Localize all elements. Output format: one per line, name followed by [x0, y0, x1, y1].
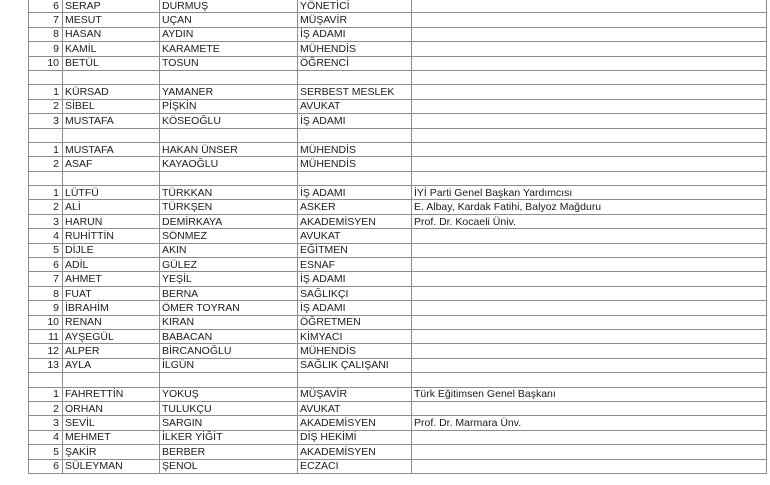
- cell-last-name: UÇAN: [160, 13, 298, 27]
- table-row: [29, 186, 767, 200]
- cell-profession: AKADEMİSYEN: [298, 416, 412, 430]
- cell-profession: İŞ ADAMI: [298, 27, 412, 41]
- cell-first-name: ADİL: [63, 258, 160, 272]
- table-row: [29, 272, 767, 286]
- table-body: [29, 0, 767, 473]
- cell-first-name: ALİ: [63, 200, 160, 214]
- cell-number: 3: [29, 214, 63, 228]
- cell-profession: MÜHENDİS: [298, 42, 412, 56]
- cell-last-name: DEMİRKAYA: [160, 214, 298, 228]
- cell-note: Prof. Dr. Marmara Ünv.: [412, 416, 767, 430]
- cell-number: 2: [29, 401, 63, 415]
- empty-cell: [160, 171, 298, 185]
- cell-note: [412, 329, 767, 343]
- empty-cell: [298, 373, 412, 387]
- table-row: [29, 99, 767, 113]
- cell-number: 1: [29, 142, 63, 156]
- cell-profession: SAĞLIK ÇALIŞANI: [298, 358, 412, 372]
- cell-profession: SAĞLIKÇI: [298, 286, 412, 300]
- cell-last-name: KAYAOĞLU: [160, 157, 298, 171]
- table-row: [29, 430, 767, 444]
- cell-number: 12: [29, 344, 63, 358]
- empty-cell: [29, 373, 63, 387]
- cell-first-name: SÜLEYMAN: [63, 459, 160, 473]
- cell-last-name: BABACAN: [160, 329, 298, 343]
- cell-number: 2: [29, 99, 63, 113]
- cell-note: [412, 13, 767, 27]
- cell-note: [412, 344, 767, 358]
- cell-profession: AKADEMİSYEN: [298, 214, 412, 228]
- cell-note: Türk Eğitimsen Genel Başkanı: [412, 387, 767, 401]
- cell-last-name: BİRCANOĞLU: [160, 344, 298, 358]
- table-row: [29, 445, 767, 459]
- table-row: [29, 301, 767, 315]
- cell-profession: AKADEMİSYEN: [298, 445, 412, 459]
- cell-number: 6: [29, 0, 63, 13]
- cell-profession: DİŞ HEKİMİ: [298, 430, 412, 444]
- cell-number: 1: [29, 387, 63, 401]
- cell-profession: ÖĞRENCİ: [298, 56, 412, 70]
- cell-number: 13: [29, 358, 63, 372]
- cell-note: [412, 358, 767, 372]
- cell-profession: MÜHENDİS: [298, 142, 412, 156]
- cell-profession: MÜŞAVİR: [298, 13, 412, 27]
- cell-note: [412, 27, 767, 41]
- table-row: [29, 329, 767, 343]
- empty-cell: [412, 373, 767, 387]
- cell-first-name: SEVİL: [63, 416, 160, 430]
- cell-first-name: KAMİL: [63, 42, 160, 56]
- cell-last-name: KIRAN: [160, 315, 298, 329]
- table-row: [29, 114, 767, 128]
- cell-first-name: HASAN: [63, 27, 160, 41]
- empty-cell: [29, 70, 63, 84]
- cell-first-name: HARUN: [63, 214, 160, 228]
- empty-cell: [412, 171, 767, 185]
- table-row: [29, 142, 767, 156]
- cell-profession: SERBEST MESLEK: [298, 85, 412, 99]
- table-row: [29, 315, 767, 329]
- cell-last-name: ŞENOL: [160, 459, 298, 473]
- cell-last-name: SÖNMEZ: [160, 229, 298, 243]
- cell-number: 10: [29, 56, 63, 70]
- cell-number: 8: [29, 27, 63, 41]
- cell-first-name: ALPER: [63, 344, 160, 358]
- empty-cell: [63, 128, 160, 142]
- cell-number: 6: [29, 258, 63, 272]
- cell-first-name: AYŞEGÜL: [63, 329, 160, 343]
- table-row: [29, 358, 767, 372]
- cell-number: 10: [29, 315, 63, 329]
- cell-number: 3: [29, 416, 63, 430]
- cell-profession: ESNAF: [298, 258, 412, 272]
- empty-cell: [298, 70, 412, 84]
- cell-last-name: HAKAN ÜNSER: [160, 142, 298, 156]
- cell-note: [412, 114, 767, 128]
- cell-note: [412, 157, 767, 171]
- cell-number: 4: [29, 430, 63, 444]
- cell-first-name: RENAN: [63, 315, 160, 329]
- cell-profession: İŞ ADAMI: [298, 114, 412, 128]
- cell-profession: MÜHENDİS: [298, 344, 412, 358]
- empty-row: [29, 171, 767, 185]
- cell-profession: MÜŞAVİR: [298, 387, 412, 401]
- cell-first-name: BETÜL: [63, 56, 160, 70]
- cell-first-name: KÜRSAD: [63, 85, 160, 99]
- cell-last-name: DURMUŞ: [160, 0, 298, 13]
- cell-last-name: PİŞKİN: [160, 99, 298, 113]
- empty-cell: [298, 128, 412, 142]
- cell-profession: AVUKAT: [298, 99, 412, 113]
- cell-note: İYİ Parti Genel Başkan Yardımcısı: [412, 186, 767, 200]
- cell-profession: AVUKAT: [298, 229, 412, 243]
- empty-cell: [29, 128, 63, 142]
- cell-last-name: KÖSEOĞLU: [160, 114, 298, 128]
- cell-number: 9: [29, 301, 63, 315]
- table-row: [29, 13, 767, 27]
- cell-note: [412, 0, 767, 13]
- cell-profession: YÖNETİCİ: [298, 0, 412, 13]
- cell-first-name: RUHİTTİN: [63, 229, 160, 243]
- cell-number: 7: [29, 272, 63, 286]
- cell-first-name: AYLA: [63, 358, 160, 372]
- empty-cell: [63, 373, 160, 387]
- cell-note: Prof. Dr. Kocaeli Üniv.: [412, 214, 767, 228]
- empty-cell: [63, 171, 160, 185]
- cell-last-name: YAMANER: [160, 85, 298, 99]
- cell-last-name: İLKER YİĞİT: [160, 430, 298, 444]
- cell-first-name: ORHAN: [63, 401, 160, 415]
- cell-first-name: MEHMET: [63, 430, 160, 444]
- cell-profession: İŞ ADAMI: [298, 186, 412, 200]
- cell-last-name: YEŞİL: [160, 272, 298, 286]
- cell-profession: ASKER: [298, 200, 412, 214]
- candidate-table: [28, 0, 767, 474]
- cell-number: 8: [29, 286, 63, 300]
- cell-last-name: BERNA: [160, 286, 298, 300]
- cell-note: [412, 401, 767, 415]
- cell-profession: AVUKAT: [298, 401, 412, 415]
- cell-first-name: LÜTFÜ: [63, 186, 160, 200]
- cell-first-name: İBRAHİM: [63, 301, 160, 315]
- cell-note: [412, 315, 767, 329]
- cell-last-name: BERBER: [160, 445, 298, 459]
- cell-first-name: MUSTAFA: [63, 142, 160, 156]
- table-row: [29, 229, 767, 243]
- cell-first-name: SERAP: [63, 0, 160, 13]
- cell-first-name: ASAF: [63, 157, 160, 171]
- cell-number: 2: [29, 200, 63, 214]
- cell-number: 5: [29, 445, 63, 459]
- cell-last-name: YOKUŞ: [160, 387, 298, 401]
- cell-number: 5: [29, 243, 63, 257]
- cell-note: E. Albay, Kardak Fatihi, Balyoz Mağduru: [412, 200, 767, 214]
- table-row: [29, 401, 767, 415]
- cell-number: 1: [29, 85, 63, 99]
- empty-cell: [160, 70, 298, 84]
- cell-note: [412, 258, 767, 272]
- cell-last-name: TULUKÇU: [160, 401, 298, 415]
- cell-note: [412, 301, 767, 315]
- cell-number: 11: [29, 329, 63, 343]
- cell-number: 6: [29, 459, 63, 473]
- table-row: [29, 286, 767, 300]
- table-row: [29, 0, 767, 13]
- cell-last-name: GÜLEZ: [160, 258, 298, 272]
- table-row: [29, 27, 767, 41]
- cell-number: 3: [29, 114, 63, 128]
- cell-profession: ÖĞRETMEN: [298, 315, 412, 329]
- empty-cell: [160, 373, 298, 387]
- table-row: [29, 387, 767, 401]
- table-row: [29, 42, 767, 56]
- cell-last-name: AKIN: [160, 243, 298, 257]
- cell-note: [412, 85, 767, 99]
- empty-cell: [412, 70, 767, 84]
- cell-note: [412, 459, 767, 473]
- cell-last-name: TOSUN: [160, 56, 298, 70]
- cell-number: 4: [29, 229, 63, 243]
- empty-row: [29, 373, 767, 387]
- cell-last-name: TÜRKŞEN: [160, 200, 298, 214]
- cell-last-name: TÜRKKAN: [160, 186, 298, 200]
- cell-first-name: AHMET: [63, 272, 160, 286]
- empty-row: [29, 128, 767, 142]
- cell-last-name: İLGÜN: [160, 358, 298, 372]
- cell-note: [412, 243, 767, 257]
- cell-first-name: SİBEL: [63, 99, 160, 113]
- cell-profession: MÜHENDİS: [298, 157, 412, 171]
- cell-last-name: SARGIN: [160, 416, 298, 430]
- cell-note: [412, 42, 767, 56]
- cell-profession: KİMYACI: [298, 329, 412, 343]
- cell-number: 7: [29, 13, 63, 27]
- cell-last-name: ÖMER TOYRAN: [160, 301, 298, 315]
- cell-first-name: DİJLE: [63, 243, 160, 257]
- cell-last-name: KARAMETE: [160, 42, 298, 56]
- cell-note: [412, 445, 767, 459]
- empty-row: [29, 70, 767, 84]
- table-row: [29, 157, 767, 171]
- table-row: [29, 258, 767, 272]
- table-row: [29, 200, 767, 214]
- empty-cell: [160, 128, 298, 142]
- cell-profession: ECZACI: [298, 459, 412, 473]
- cell-note: [412, 272, 767, 286]
- table-row: [29, 214, 767, 228]
- cell-first-name: ŞAKİR: [63, 445, 160, 459]
- cell-number: 1: [29, 186, 63, 200]
- cell-profession: EĞİTMEN: [298, 243, 412, 257]
- cell-note: [412, 286, 767, 300]
- empty-cell: [63, 70, 160, 84]
- empty-cell: [29, 171, 63, 185]
- table-row: [29, 56, 767, 70]
- cell-note: [412, 99, 767, 113]
- empty-cell: [298, 171, 412, 185]
- cell-profession: İŞ ADAMI: [298, 272, 412, 286]
- cell-profession: İŞ ADAMI: [298, 301, 412, 315]
- cell-note: [412, 142, 767, 156]
- cell-number: 2: [29, 157, 63, 171]
- empty-cell: [412, 128, 767, 142]
- table-row: [29, 416, 767, 430]
- table-row: [29, 459, 767, 473]
- cell-first-name: FAHRETTİN: [63, 387, 160, 401]
- cell-note: [412, 430, 767, 444]
- cell-note: [412, 229, 767, 243]
- table-row: [29, 344, 767, 358]
- cell-number: 9: [29, 42, 63, 56]
- cell-last-name: AYDIN: [160, 27, 298, 41]
- table-row: [29, 85, 767, 99]
- cell-first-name: MUSTAFA: [63, 114, 160, 128]
- cell-first-name: FUAT: [63, 286, 160, 300]
- cell-first-name: MESUT: [63, 13, 160, 27]
- cell-note: [412, 56, 767, 70]
- table-row: [29, 243, 767, 257]
